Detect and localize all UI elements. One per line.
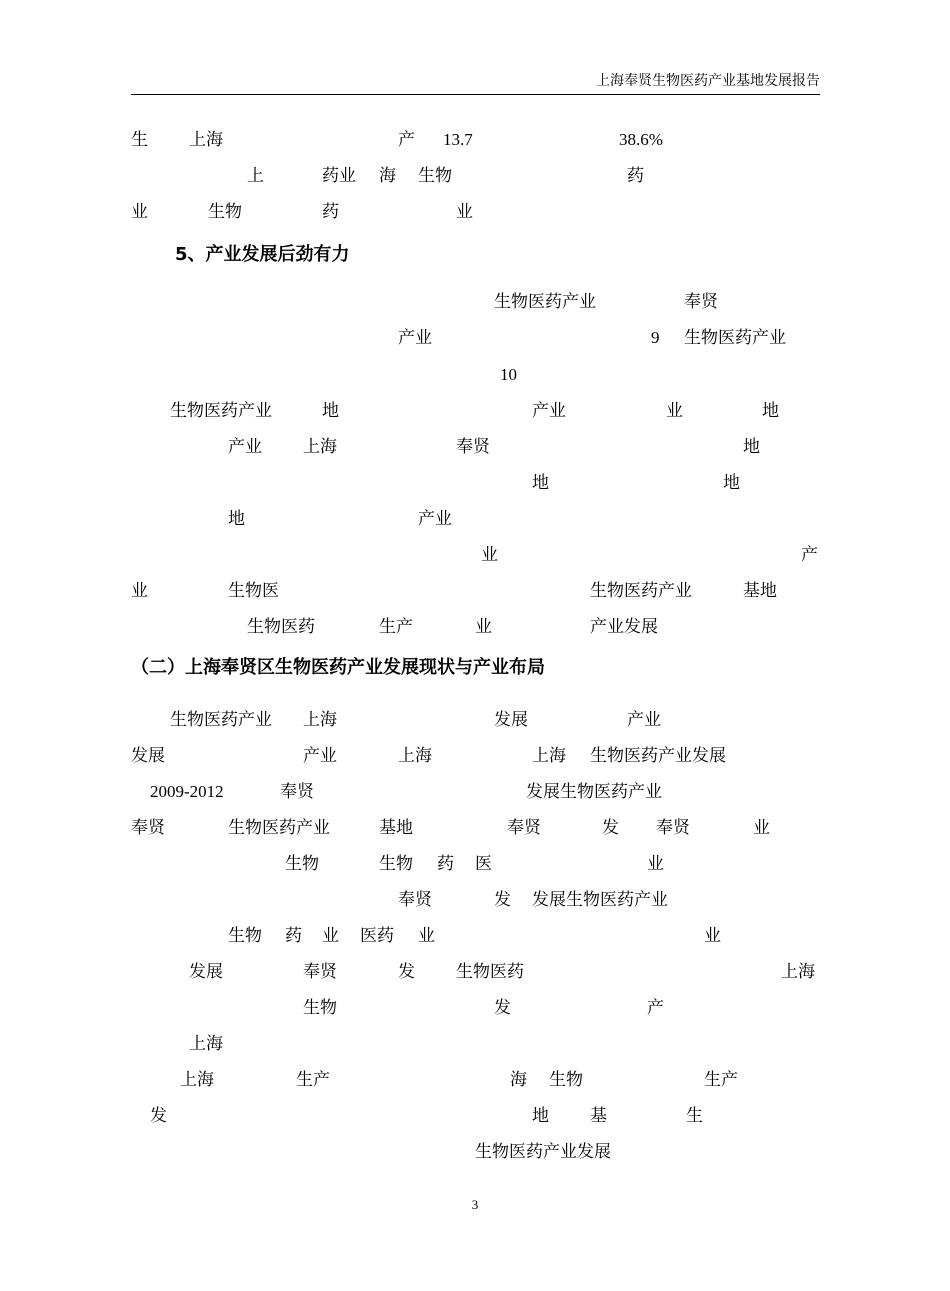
text-fragment: 业 <box>131 202 148 222</box>
text-fragment: 上海 <box>180 1070 214 1090</box>
text-fragment: 生物 <box>418 166 452 186</box>
text-fragment: 生物 <box>228 926 262 946</box>
text-fragment: 生物医药 <box>456 962 524 982</box>
text-fragment: 上海 <box>303 710 337 730</box>
text-fragment: 生物医药产业 <box>590 581 692 601</box>
text-fragment: 发展生物医药产业 <box>526 782 662 802</box>
text-fragment: 业 <box>131 581 148 601</box>
text-fragment: 业 <box>753 818 770 838</box>
text-fragment: 生物医药 <box>247 617 315 637</box>
text-fragment: 38.6% <box>619 130 663 149</box>
text-fragment: 基地 <box>743 581 777 601</box>
text-fragment: 生物 <box>208 202 242 222</box>
text-fragment: 生物医药产业 <box>494 292 596 312</box>
running-header: 上海奉贤生物医药产业基地发展报告 <box>596 73 820 89</box>
text-fragment: 奉贤 <box>507 818 541 838</box>
text-fragment: 产业 <box>532 401 566 421</box>
text-fragment: 13.7 <box>443 130 473 149</box>
text-fragment: 基 <box>590 1106 607 1126</box>
text-fragment: 发 <box>602 818 619 838</box>
section-heading: （二）上海奉贤区生物医药产业发展现状与产业布局 <box>131 657 545 678</box>
text-fragment: 业 <box>704 926 721 946</box>
text-fragment: 奉贤 <box>398 890 432 910</box>
text-fragment: 生产 <box>296 1070 330 1090</box>
text-fragment: 发展 <box>189 962 223 982</box>
text-fragment: 药 <box>285 926 302 946</box>
text-fragment: 发展 <box>131 746 165 766</box>
page-number: 3 <box>471 1197 479 1212</box>
text-fragment: 生 <box>686 1106 703 1126</box>
text-fragment: 发 <box>494 890 511 910</box>
text-fragment: 产 <box>801 545 818 565</box>
text-fragment: 生物医药产业 <box>170 710 272 730</box>
text-fragment: 上海 <box>303 437 337 457</box>
text-fragment: 生物医药产业 <box>684 328 786 348</box>
text-fragment: 发 <box>398 962 415 982</box>
text-fragment: 业 <box>481 545 498 565</box>
text-fragment: 上海 <box>189 130 223 150</box>
text-fragment: 地 <box>532 473 549 493</box>
text-fragment: 地 <box>723 473 740 493</box>
text-fragment: 生物医 <box>228 581 279 601</box>
text-fragment: 奉贤 <box>656 818 690 838</box>
text-fragment: 业 <box>418 926 435 946</box>
text-fragment: 药 <box>627 166 644 186</box>
text-fragment: 生物医药产业发展 <box>590 746 726 766</box>
text-fragment: 9 <box>651 328 660 347</box>
text-fragment: 生物 <box>379 854 413 874</box>
text-fragment: 医药 <box>360 926 394 946</box>
text-fragment: 生产 <box>379 617 413 637</box>
text-fragment: 上海 <box>781 962 815 982</box>
text-fragment: 奉贤 <box>684 292 718 312</box>
text-fragment: 生物医药产业发展 <box>475 1142 611 1162</box>
text-fragment: 发展 <box>494 710 528 730</box>
text-fragment: 发展生物医药产业 <box>532 890 668 910</box>
text-fragment: 地 <box>322 401 339 421</box>
text-fragment: 药业 <box>322 166 356 186</box>
text-fragment: 药 <box>437 854 454 874</box>
text-fragment: 业 <box>475 617 492 637</box>
text-fragment: 基地 <box>379 818 413 838</box>
text-fragment: 生物医药产业 <box>170 401 272 421</box>
text-fragment: 产业 <box>228 437 262 457</box>
text-fragment: 奉贤 <box>456 437 490 457</box>
text-fragment: 生产 <box>704 1070 738 1090</box>
text-fragment: 地 <box>228 509 245 529</box>
header-rule <box>131 94 820 95</box>
text-fragment: 产业 <box>398 328 432 348</box>
text-fragment: 产业 <box>627 710 661 730</box>
text-fragment: 上海 <box>189 1034 223 1054</box>
text-fragment: 奉贤 <box>280 782 314 802</box>
text-fragment: 产业 <box>303 746 337 766</box>
text-fragment: 产 <box>398 130 415 150</box>
text-fragment: 业 <box>666 401 683 421</box>
text-fragment: 2009-2012 <box>150 782 224 801</box>
text-fragment: 业 <box>456 202 473 222</box>
text-fragment: 发 <box>494 998 511 1018</box>
text-fragment: 产业发展 <box>590 617 658 637</box>
text-fragment: 发 <box>150 1106 167 1126</box>
text-fragment: 10 <box>500 365 517 384</box>
text-fragment: 产业 <box>418 509 452 529</box>
text-fragment: 产 <box>647 998 664 1018</box>
text-fragment: 生物医药产业 <box>228 818 330 838</box>
text-fragment: 上 <box>247 166 264 186</box>
text-fragment: 医 <box>475 854 492 874</box>
text-fragment: 生物 <box>285 854 319 874</box>
text-fragment: 奉贤 <box>303 962 337 982</box>
text-fragment: 生物 <box>303 998 337 1018</box>
text-fragment: 上海 <box>532 746 566 766</box>
text-fragment: 奉贤 <box>131 818 165 838</box>
text-fragment: 地 <box>743 437 760 457</box>
text-fragment: 上海 <box>398 746 432 766</box>
text-fragment: 生 <box>131 130 148 150</box>
text-fragment: 海 <box>379 166 396 186</box>
text-fragment: 生物 <box>549 1070 583 1090</box>
text-fragment: 海 <box>510 1070 527 1090</box>
text-fragment: 业 <box>322 926 339 946</box>
text-fragment: 地 <box>762 401 779 421</box>
section-heading: 5、产业发展后劲有力 <box>175 244 350 265</box>
text-fragment: 药 <box>322 202 339 222</box>
text-fragment: 业 <box>647 854 664 874</box>
text-fragment: 地 <box>532 1106 549 1126</box>
